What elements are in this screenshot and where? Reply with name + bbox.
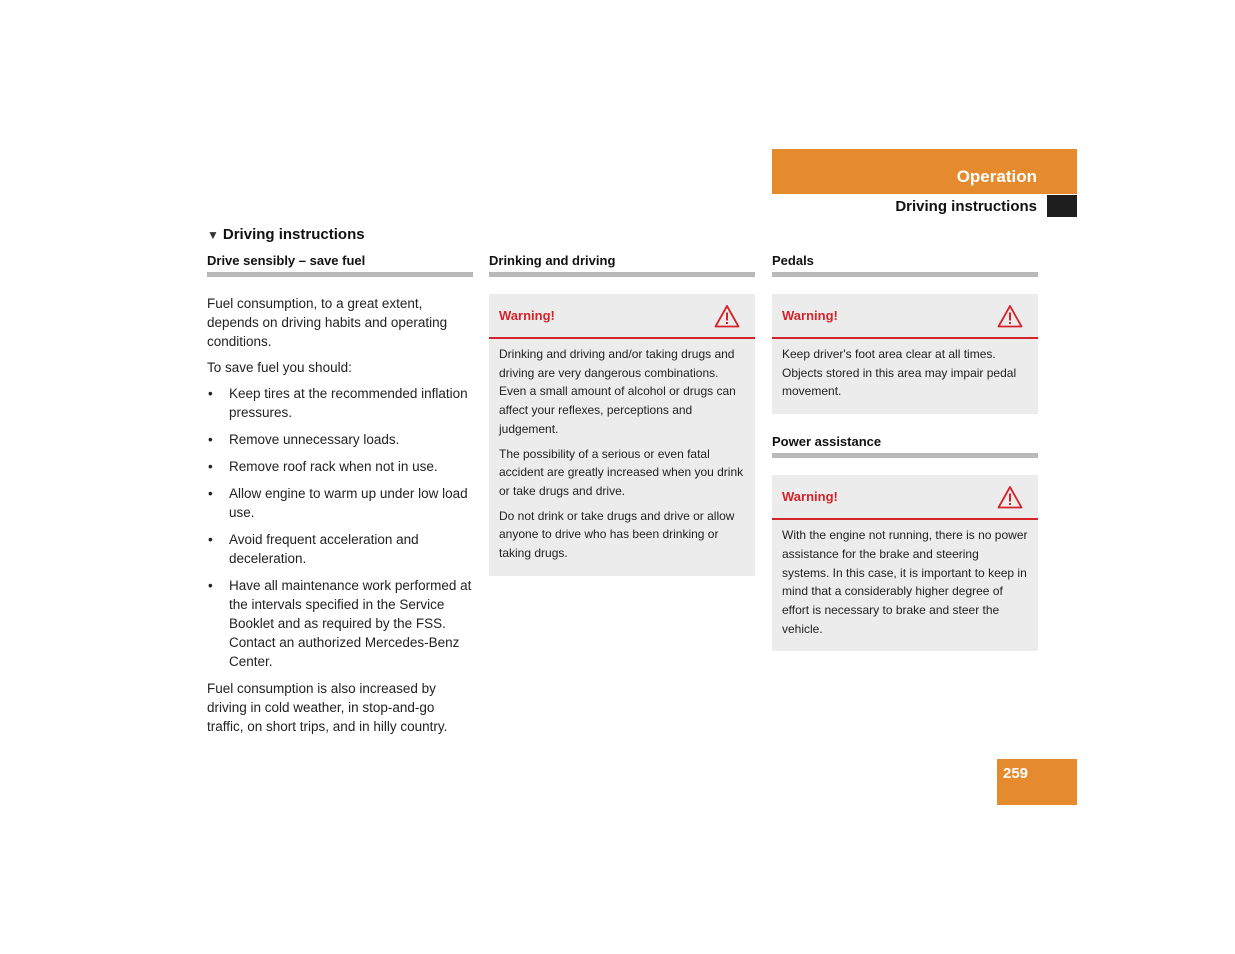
fuel-lead: To save fuel you should: (207, 360, 352, 375)
warning-triangle-icon (997, 304, 1023, 328)
page-number-tab (997, 759, 1077, 805)
heading-power-assistance: Power assistance (772, 434, 1038, 458)
fuel-text (207, 294, 473, 736)
column-fuel (207, 253, 473, 743)
bullet-icon: • (208, 486, 213, 501)
warning-paragraph: The possibility of a serious or even fatal accident are greatly increased when you drink or take drugs and drive. (499, 446, 744, 498)
triangle-down-icon: ▼ (207, 228, 219, 242)
list-item: • Keep tires at the recommended inflation pressures. (208, 386, 468, 420)
warning-label: Warning! (782, 308, 838, 323)
warning-box-pedals (772, 294, 1038, 414)
bullet-icon: • (208, 459, 213, 474)
warning-triangle-icon (997, 485, 1023, 509)
section-title (207, 226, 365, 243)
warning-header (772, 294, 1038, 339)
list-item: • Remove unnecessary loads. (208, 432, 400, 447)
fuel-tips-list (207, 384, 473, 671)
warning-paragraph: Keep driver's foot area clear at all times. Objects stored in this area may impair pedal movement. (782, 347, 1017, 399)
warning-box-drinking (489, 294, 755, 576)
warning-label: Warning! (782, 489, 838, 505)
warning-triangle-icon (714, 304, 740, 328)
heading-pedals: Pedals (772, 253, 1038, 277)
warning-header (772, 475, 1038, 520)
fuel-intro: Fuel consumption, to a great extent, depends on driving habits and operating conditions. (207, 296, 448, 349)
warning-paragraph: Drinking and driving and/or taking drugs and driving are very dangerous combinations. Even a small amount of alcohol or drugs can affect your reflexes, perceptions and judgement. (499, 347, 736, 436)
page-number: 259 (1003, 765, 1029, 782)
section-title-text: Driving instructions (222, 226, 365, 243)
warning-label: Warning! (499, 308, 555, 323)
list-item: • Allow engine to warm up under low load use. (208, 486, 468, 520)
chapter-title: Operation (956, 167, 1037, 186)
warning-paragraph: With the engine not running, there is no power assistance for the brake and steering systems. In this case, it is important to keep in mind that a considerably higher degree of effort is necessary to brake and steer the vehicle. (782, 528, 1028, 636)
warning-header (489, 294, 755, 339)
heading-drinking-driving: Drinking and driving (489, 253, 755, 277)
bullet-icon: • (208, 386, 213, 401)
heading-drive-sensibly: Drive sensibly – save fuel (207, 253, 473, 277)
chapter-header-band (772, 149, 1077, 194)
list-item: • Have all maintenance work performed at the intervals specified in the Service Booklet and as required by the FSS. Contact an authorized Mercedes-Benz Center. (208, 578, 472, 669)
warning-box-power (772, 475, 1038, 651)
warning-body (489, 339, 755, 576)
list-item: • Remove roof rack when not in use. (208, 459, 438, 474)
header-marker-block (1047, 195, 1077, 217)
warning-paragraph: Do not drink or take drugs and drive or allow anyone to drive who has been drinking or taking drugs. (499, 508, 735, 561)
bullet-icon: • (208, 532, 213, 547)
fuel-outro: Fuel consumption is also increased by driving in cold weather, in stop-and-go traffic, on short trips, and in hilly country. (207, 681, 448, 734)
list-item: • Avoid frequent acceleration and deceleration. (208, 532, 419, 566)
column-pedals-power (772, 253, 1038, 651)
warning-body (772, 339, 1038, 414)
bullet-icon: • (208, 432, 213, 447)
bullet-icon: • (208, 578, 213, 593)
column-drinking (489, 253, 755, 576)
section-header: Driving instructions (895, 198, 1037, 215)
warning-body (772, 520, 1038, 651)
